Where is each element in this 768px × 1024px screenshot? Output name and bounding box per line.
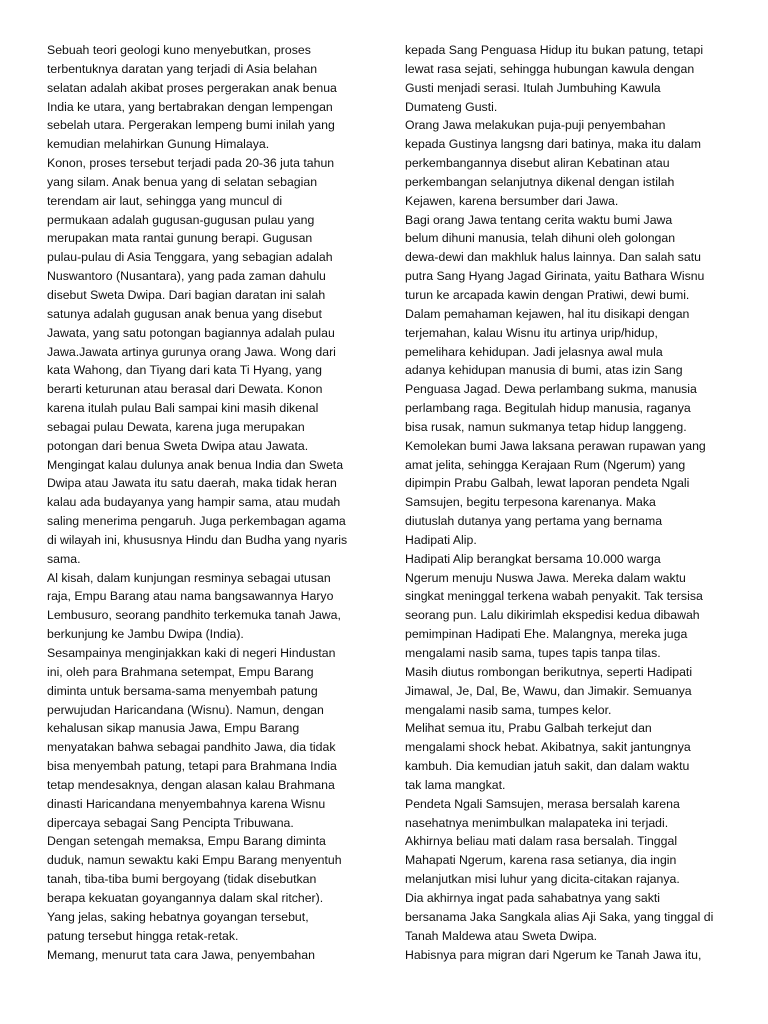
text-line: dipercaya sebagai Sang Pencipta Tribuwana. (47, 815, 294, 830)
text-line: Al kisah, dalam kunjungan resminya sebagai utusan (47, 570, 331, 585)
text-line: raja, Empu Barang atau nama bangsawannya Haryo (47, 589, 334, 604)
text-line: sama. (47, 551, 81, 566)
text-line: Akhirnya beliau mati dalam rasa bersalah. Tinggal (405, 834, 678, 849)
text-line: seorang pun. Lalu dikirimlah ekspedisi kedua dibawah (405, 608, 700, 623)
text-line: kambuh. Dia kemudian jatuh sakit, dan dalam waktu (405, 759, 690, 774)
text-line: Hadipati Alip berangkat bersama 10.000 warga (405, 551, 661, 566)
text-line: duduk, namun sewaktu kaki Empu Barang menyentuh (47, 853, 342, 868)
text-line: terbentuknya daratan yang terjadi di Asia belahan (47, 61, 318, 76)
text-line: kepada Gustinya langsng dari batinya, maka itu dalam (405, 137, 701, 152)
text-line: sebelah utara. Pergerakan lempeng bumi inilah yang (47, 118, 335, 133)
text-line: Jimawal, Je, Dal, Be, Wawu, dan Jimakir. Semuanya (405, 683, 692, 698)
text-line: saling menerima pengaruh. Juga perkembagan agama (47, 514, 346, 529)
text-line: bisa rusak, namun sukmanya tetap hidup langgeng. (405, 419, 687, 434)
text-line: diminta untuk bersama-sama menyembah patung (47, 683, 318, 698)
text-line: pemimpinan Hadipati Ehe. Malangnya, mereka juga (405, 627, 688, 642)
text-line: Gusti menjadi serasi. Itulah Jumbuhing Kawula (405, 80, 661, 95)
text-line: kemudian melahirkan Gunung Himalaya. (47, 137, 270, 152)
text-line: tanah, tiba-tiba bumi bergoyang (tidak disebutkan (47, 872, 317, 887)
text-line: mengalami nasib sama, tupes tapis tanpa tilas. (405, 646, 661, 660)
text-line: Sesampainya menginjakkan kaki di negeri Hindustan (47, 646, 336, 660)
text-line: Melihat semua itu, Prabu Galbah terkejut dan (405, 721, 652, 736)
text-line: di wilayah ini, khususnya Hindu dan Budha yang nyaris (47, 532, 348, 547)
text-line: Lembusuro, seorang pandhito terkemuka tanah Jawa, (47, 608, 341, 623)
text-line: terendam air laut, sehingga yang muncul di (47, 193, 283, 208)
text-line: selatan adalah akibat proses pergerakan anak benua (47, 80, 337, 95)
text-line: menyatakan bahwa sebagai pandhito Jawa, dia tidak (47, 740, 336, 755)
right-column (405, 41, 750, 964)
text-line: Dia akhirnya ingat pada sahabatnya yang sakti (405, 890, 660, 905)
text-line: kepada Sang Penguasa Hidup itu bukan patung, tetapi (405, 43, 704, 57)
text-line: terjemahan, kalau Wisnu itu artinya urip/hidup, (405, 325, 658, 340)
text-line: satunya adalah gugusan anak benua yang disebut (47, 306, 322, 321)
text-line: Mengingat kalau dulunya anak benua India dan Sweta (47, 457, 344, 472)
text-line: karena itulah pulau Bali sampai kini masih dikenal (47, 401, 319, 416)
text-line: Pendeta Ngali Samsujen, merasa bersalah karena (405, 796, 680, 811)
text-line: Kejawen, karena bersumber dari Jawa. (405, 193, 619, 208)
text-line: perkembangan selanjutnya dikenal dengan istilah (405, 174, 675, 189)
text-line: kalau ada budayanya yang hampir sama, atau mudah (47, 495, 341, 510)
text-line: amat jelita, sehingga Kerajaan Rum (Ngerum) yang (405, 457, 686, 472)
text-line: Nuswantoro (Nusantara), yang pada zaman dahulu (47, 269, 326, 284)
text-line: Hadipati Alip. (405, 532, 477, 547)
text-line: merupakan mata rantai gunung berapi. Gugusan (47, 231, 313, 246)
text-line: kata Wahong, dan Tiyang dari kata Ti Hyang, yang (47, 363, 323, 378)
text-line: bersanama Jaka Sangkala alias Aji Saka, yang tinggal di (405, 909, 714, 924)
text-line: Habisnya para migran dari Ngerum ke Tanah Jawa itu, (405, 947, 702, 962)
text-line: diutuslah dutanya yang pertama yang bernama (405, 514, 663, 529)
text-line: disebut Sweta Dwipa. Dari bagian daratan ini salah (47, 287, 326, 302)
text-line: dewa-dewi dan makhluk halus lainnya. Dan salah satu (405, 250, 701, 265)
text-line: ini, oleh para Brahmana setempat, Empu Barang (47, 664, 314, 679)
text-line: bisa menyembah patung, tetapi para Brahmana India (47, 759, 337, 774)
text-line: sebagai pulau Dewata, karena juga merupakan (47, 419, 305, 434)
text-line: Samsujen, begitu terpesona karenanya. Maka (405, 495, 656, 510)
text-line: Yang jelas, saking hebatnya goyangan tersebut, (47, 909, 309, 924)
text-line: kehalusan sikap manusia Jawa, Empu Barang (47, 721, 300, 736)
text-line: Dwipa atau Jawata itu satu daerah, maka tidak heran (47, 476, 337, 491)
text-line: berarti keturunan atau berasal dari Dewata. Konon (47, 382, 323, 397)
text-line: tetap mendesaknya, dengan alasan kalau Brahmana (47, 777, 335, 792)
text-line: melanjutkan misi luhur yang dicita-citakan rajanya. (405, 872, 680, 887)
text-line: Jawa.Jawata artinya gurunya orang Jawa. Wong dari (47, 344, 336, 359)
text-line: Dengan setengah memaksa, Empu Barang diminta (47, 834, 326, 849)
text-line: mengalami shock hebat. Akibatnya, sakit jantungnya (405, 740, 691, 755)
text-line: Mahapati Ngerum, karena rasa setianya, dia ingin (405, 853, 677, 868)
text-line: dipimpin Prabu Galbah, lewat laporan pendeta Ngali (405, 476, 690, 491)
text-line: lewat rasa sejati, sehingga hubungan kawula dengan (405, 61, 695, 76)
text-line: perlambang raga. Begitulah hidup manusia, raganya (405, 401, 691, 416)
text-line: mengalami nasib sama, tumpes kelor. (405, 702, 612, 717)
text-line: pemelihara kehidupan. Jadi jelasnya awal mula (405, 344, 663, 359)
text-line: tak lama mangkat. (405, 777, 506, 792)
text-line: Penguasa Jagad. Dewa perlambang sukma, manusia (405, 382, 697, 397)
text-line: Kemolekan bumi Jawa laksana perawan rupawan yang (405, 438, 706, 453)
left-column (47, 41, 377, 964)
text-line: Jawata, yang satu potongan bagiannya adalah pulau (47, 325, 335, 340)
text-line: perkembangannya disebut aliran Kebatinan atau (405, 156, 670, 171)
text-line: Tanah Maldewa atau Sweta Dwipa. (405, 928, 598, 943)
text-line: patung tersebut hingga retak-retak. (47, 928, 239, 943)
text-line: yang silam. Anak benua yang di selatan sebagian (47, 174, 318, 189)
text-line: dinasti Haricandana menyembahnya karena Wisnu (47, 796, 326, 811)
text-line: berkunjung ke Jambu Dwipa (India). (47, 627, 244, 642)
text-line: Masih diutus rombongan berikutnya, seperti Hadipati (405, 664, 693, 679)
text-line: nasehatnya menimbulkan malapateka ini terjadi. (405, 815, 669, 830)
text-line: putra Sang Hyang Jagad Girinata, yaitu Bathara Wisnu (405, 269, 705, 284)
text-line: singkat meninggal terkena wabah penyakit. Tak tersisa (405, 589, 703, 604)
text-line: Konon, proses tersebut terjadi pada 20-36 juta tahun (47, 156, 335, 171)
text-line: Ngerum menuju Nuswa Jawa. Mereka dalam waktu (405, 570, 686, 585)
text-line: Dumateng Gusti. (405, 99, 498, 114)
text-line: adanya kehidupan manusia di bumi, atas izin Sang (405, 363, 683, 378)
text-line: berapa kekuatan goyangannya dalam skal ritcher). (47, 890, 324, 905)
text-line: perwujudan Haricandana (Wisnu). Namun, dengan (47, 702, 324, 717)
text-line: Bagi orang Jawa tentang cerita waktu bumi Jawa (405, 212, 673, 227)
text-line: turun ke arcapada kawin dengan Pratiwi, dewi bumi. (405, 287, 690, 302)
text-line: Memang, menurut tata cara Jawa, penyembahan (47, 947, 315, 962)
text-line: India ke utara, yang bertabrakan dengan lempengan (47, 99, 333, 114)
text-line: pulau-pulau di Asia Tenggara, yang sebagian adalah (47, 250, 333, 265)
text-line: belum dihuni manusia, telah dihuni oleh golongan (405, 231, 676, 246)
text-line: potongan dari benua Sweta Dwipa atau Jawata. (47, 438, 309, 453)
text-line: Orang Jawa melakukan puja-puji penyembahan (405, 118, 666, 133)
text-line: Sebuah teori geologi kuno menyebutkan, proses (47, 43, 311, 57)
text-line: Dalam pemahaman kejawen, hal itu disikapi dengan (405, 306, 690, 321)
text-line: permukaan adalah gugusan-gugusan pulau yang (47, 212, 315, 227)
